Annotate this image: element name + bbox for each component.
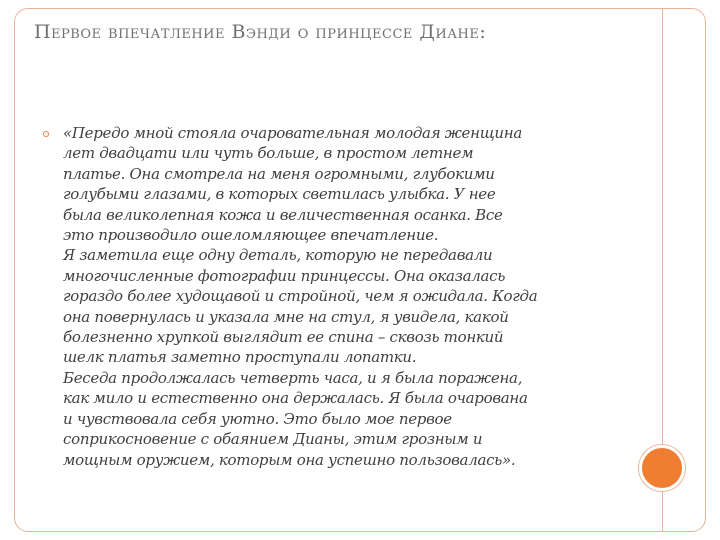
body-line: как мило и естественно она держалась. Я была очарована <box>63 389 528 408</box>
body-line: гораздо более худощавой и стройной, чем я ожидала. Когда <box>63 287 538 306</box>
body-line: Беседа продолжалась четверть часа, и я была поражена, <box>63 368 523 387</box>
body-line: соприкосновение с обаянием Дианы, этим грозным и <box>63 430 483 449</box>
body-line: болезненно хрупкой выглядит ее спина – сквозь тонкий <box>63 328 504 347</box>
bullet-icon <box>43 131 49 137</box>
body-line: многочисленные фотографии принцессы. Она оказалась <box>63 266 506 285</box>
body-text <box>63 123 639 470</box>
body-line: платье. Она смотрела на меня огромными, глубокими <box>63 164 495 183</box>
body-line: шелк платья заметно проступали лопатки. <box>63 348 417 367</box>
body-line: лет двадцати или чуть больше, в простом летнем <box>63 144 474 163</box>
body-line: была великолепная кожа и величественная осанка. Все <box>63 205 503 224</box>
body-line: Я заметила еще одну деталь, которую не передавали <box>63 246 493 265</box>
orange-circle-decoration <box>639 445 685 491</box>
body-line: она повернулась и указала мне на стул, я увидела, какой <box>63 307 509 326</box>
slide-title: Первое впечатление Вэнди о принцессе Диане: <box>34 21 487 43</box>
body-line: «Передо мной стояла очаровательная молодая женщина <box>63 124 523 142</box>
body-line: и чувствовала себя уютно. Это было мое первое <box>63 409 452 428</box>
body-line: мощным оружием, которым она успешно пользовалась». <box>63 450 516 469</box>
body-line: это производило ошеломляющее впечатление. <box>63 226 439 245</box>
body-line: голубыми глазами, в которых светилась улыбка. У нее <box>63 185 496 204</box>
